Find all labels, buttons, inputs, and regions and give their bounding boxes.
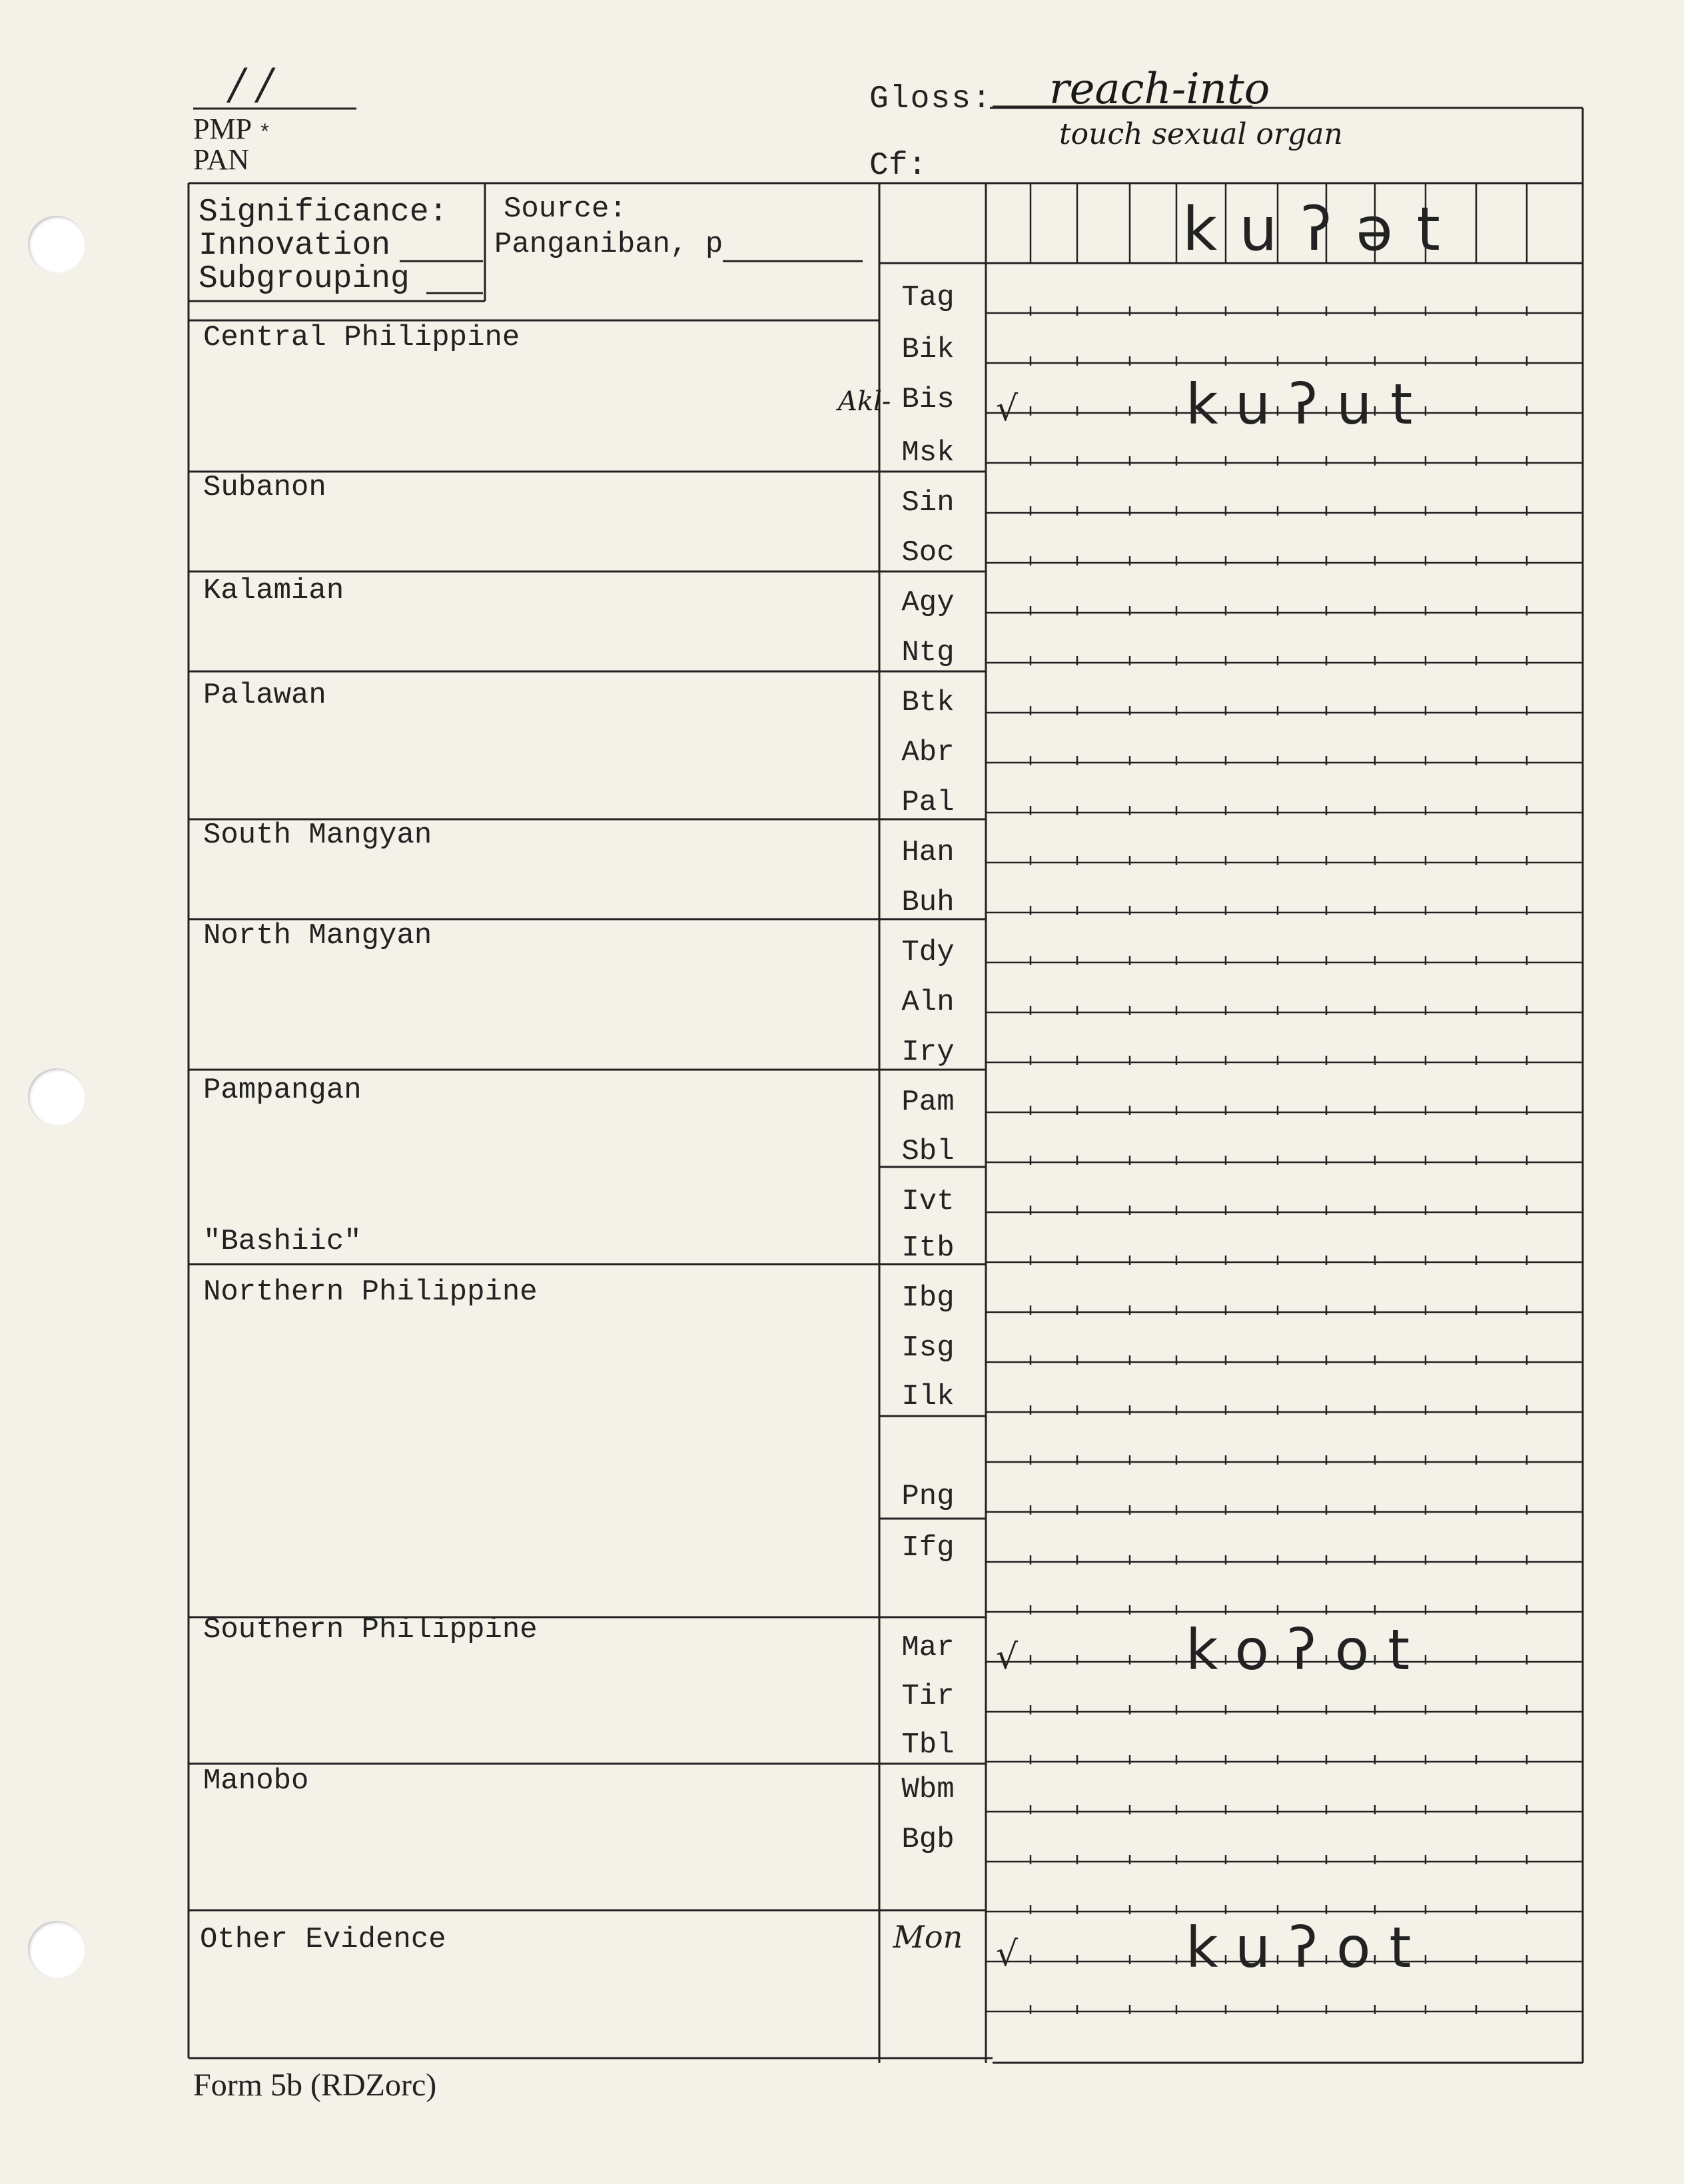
- group-other-evidence: Other Evidence: [200, 1923, 446, 1956]
- lang-pam: Pam: [901, 1086, 955, 1119]
- pmp-label: PMP: [193, 113, 252, 145]
- lang-ntg: Ntg: [901, 636, 955, 669]
- lang-ibg: Ibg: [901, 1281, 955, 1315]
- bis-form: kuʔut: [1186, 372, 1432, 437]
- cf-label: Cf:: [869, 148, 927, 184]
- lang-msk: Msk: [901, 436, 955, 470]
- lang-ivt: Ivt: [901, 1185, 955, 1218]
- mon-form: kuʔot: [1186, 1915, 1430, 1980]
- lang-bgb: Bgb: [901, 1823, 955, 1856]
- group-pampangan: Pampangan: [203, 1074, 362, 1107]
- group-north-mangyan: North Mangyan: [203, 919, 432, 952]
- lang-sin: Sin: [901, 486, 955, 520]
- lang-bik: Bik: [901, 333, 955, 366]
- group-south-mangyan: South Mangyan: [203, 819, 432, 852]
- lang-ilk: Ilk: [901, 1380, 955, 1413]
- innovation-label: Innovation: [199, 228, 391, 264]
- group-central-philippine: Central Philippine: [203, 321, 520, 354]
- group-kalamian: Kalamian: [203, 574, 344, 607]
- gloss-label: Gloss:: [869, 81, 993, 117]
- gloss-note: touch sexual organ: [1059, 117, 1343, 151]
- pmp-star: *: [258, 121, 272, 146]
- mar-form: koʔot: [1186, 1617, 1429, 1682]
- group-subanon: Subanon: [203, 471, 326, 504]
- lang-buh: Buh: [901, 886, 955, 919]
- source-value: Panganiban, p: [494, 228, 723, 261]
- group-northern-philippine: Northern Philippine: [203, 1275, 538, 1309]
- lang-mar: Mar: [901, 1631, 955, 1664]
- bis-prefix: Akl-: [838, 386, 891, 417]
- lang-tag: Tag: [901, 281, 955, 314]
- mon-check: √: [996, 1934, 1019, 1974]
- lang-ifg: Ifg: [901, 1531, 955, 1565]
- source-label: Source:: [504, 192, 627, 226]
- lang-itb: Itb: [901, 1232, 955, 1265]
- significance-label: Significance:: [199, 194, 448, 230]
- lang-pal: Pal: [901, 786, 955, 819]
- subgrouping-label: Subgrouping: [199, 261, 410, 297]
- lang-sbl: Sbl: [901, 1135, 955, 1168]
- lang-btk: Btk: [901, 686, 955, 719]
- lang-mon: Mon: [893, 1919, 963, 1955]
- pan-label: PAN: [193, 143, 249, 176]
- lang-abr: Abr: [901, 736, 955, 769]
- group-southern-philippine: Southern Philippine: [203, 1613, 538, 1646]
- headword-form: kuʔət: [1182, 194, 1464, 264]
- group-manobo: Manobo: [203, 1764, 309, 1798]
- lang-tir: Tir: [901, 1680, 955, 1713]
- group-palawan: Palawan: [203, 679, 326, 712]
- gloss-value: reach-into: [1049, 65, 1270, 114]
- lang-agy: Agy: [901, 586, 955, 619]
- lang-png: Png: [901, 1480, 955, 1513]
- lang-aln: Aln: [901, 986, 955, 1019]
- lang-wbm: Wbm: [901, 1773, 955, 1806]
- lang-bis: Bis: [901, 383, 955, 416]
- group-bashiic: "Bashiic": [203, 1225, 362, 1258]
- lang-han: Han: [901, 836, 955, 869]
- pmp-blank: / /: [230, 60, 272, 109]
- lang-iry: Iry: [901, 1036, 955, 1069]
- lang-soc: Soc: [901, 536, 955, 569]
- lang-isg: Isg: [901, 1331, 955, 1365]
- bis-check: √: [996, 389, 1019, 429]
- form-footer: Form 5b (RDZorc): [193, 2067, 437, 2103]
- lang-tdy: Tdy: [901, 936, 955, 969]
- lang-tbl: Tbl: [901, 1728, 955, 1762]
- mar-check: √: [996, 1637, 1019, 1677]
